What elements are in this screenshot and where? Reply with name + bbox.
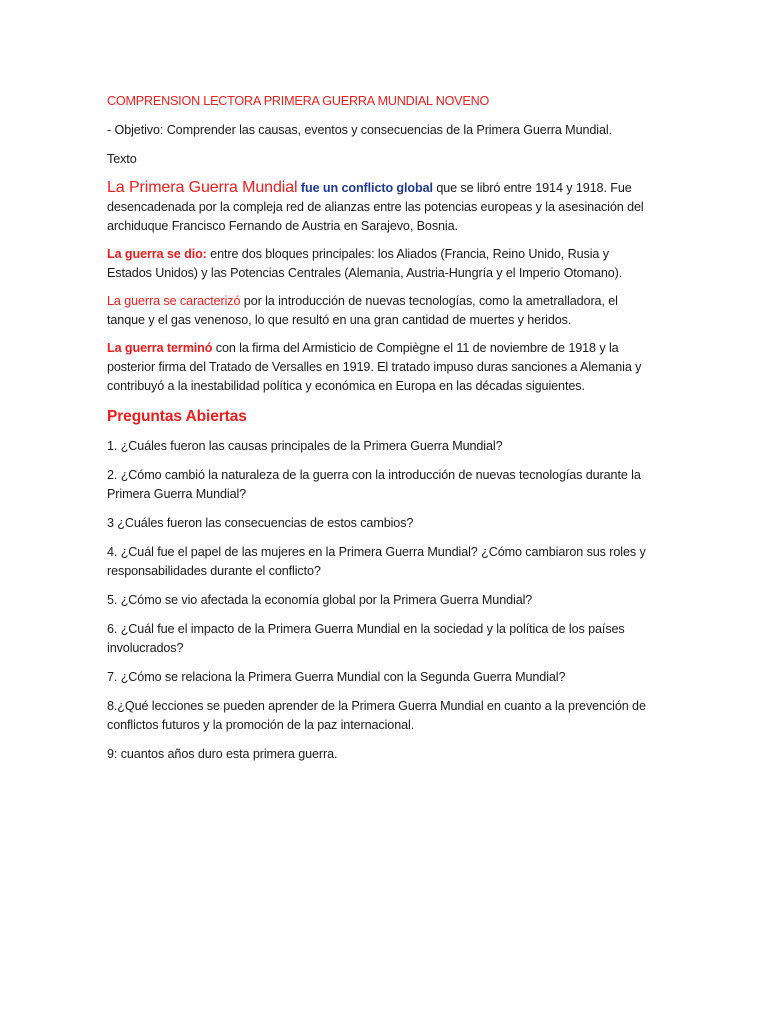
paragraph-label: La guerra se dio: [107,247,207,261]
paragraph-caracterizo [107,292,655,330]
question-item: 6. ¿Cuál fue el impacto de la Primera Guerra Mundial en la sociedad y la política de los países involucrados? [107,622,625,655]
paragraph-text: entre dos bloques principales: los Aliados (Francia, Reino Unido, Rusia y Estados Unidos) y las Potencias Centrales (Alemania, Austria-Hungría y el Imperio Otomano). [107,247,623,280]
questions-heading: Preguntas Abiertas [107,408,247,425]
paragraph-text: por la introducción de nuevas tecnologías, como la ametralladora, el tanque y el gas venenoso, lo que resultó en una gran cantidad de muertes y heridos. [107,294,618,327]
intro-highlight: fue un conflicto global [300,181,433,195]
question-item: 9: cuantos años duro esta primera guerra. [107,747,338,761]
paragraph-termino [107,339,655,396]
document-title: COMPRENSION LECTORA PRIMERA GUERRA MUNDIAL NOVENO [107,94,490,108]
paragraph-text: con la firma del Armisticio de Compiègne el 11 de noviembre de 1918 y la posterior firma del Tratado de Versalles en 1919. El tratado impuso duras sanciones a Alemania y contribuyó a la inestabilidad política y económica en Europa en las décadas siguientes. [107,341,642,393]
question-item: 1. ¿Cuáles fueron las causas principales de la Primera Guerra Mundial? [107,439,503,453]
text-label: Texto [107,152,137,166]
question-item: 4. ¿Cuál fue el papel de las mujeres en la Primera Guerra Mundial? ¿Cómo cambiaron sus roles y responsabilidades durante el conflicto? [107,545,646,578]
intro-rest: que se libró entre 1914 y 1918. Fue desencadenada por la compleja red de alianzas entre las potencias europeas y la asesinación del archiduque Francisco Fernando de Austria en Sarajevo, Bosnia. [107,181,644,233]
document-page [107,92,655,774]
question-item: 8.¿Qué lecciones se pueden aprender de la Primera Guerra Mundial en cuanto a la prevención de conflictos futuros y la promoción de la paz internacional. [107,699,646,732]
paragraph-bloques [107,245,655,283]
question-item: 7. ¿Cómo se relaciona la Primera Guerra Mundial con la Segunda Guerra Mundial? [107,670,566,684]
question-item: 2. ¿Cómo cambió la naturaleza de la guerra con la introducción de nuevas tecnologías durante la Primera Guerra Mundial? [107,468,641,501]
intro-lead: La Primera Guerra Mundial [107,179,298,196]
intro-paragraph [107,178,655,236]
paragraph-label: La guerra terminó [107,341,213,355]
objective-line: - Objetivo: Comprender las causas, eventos y consecuencias de la Primera Guerra Mundial. [107,123,612,137]
paragraph-label: La guerra se caracterizó [107,294,241,308]
question-item: 3 ¿Cuáles fueron las consecuencias de estos cambios? [107,516,414,530]
question-item: 5. ¿Cómo se vio afectada la economía global por la Primera Guerra Mundial? [107,593,533,607]
